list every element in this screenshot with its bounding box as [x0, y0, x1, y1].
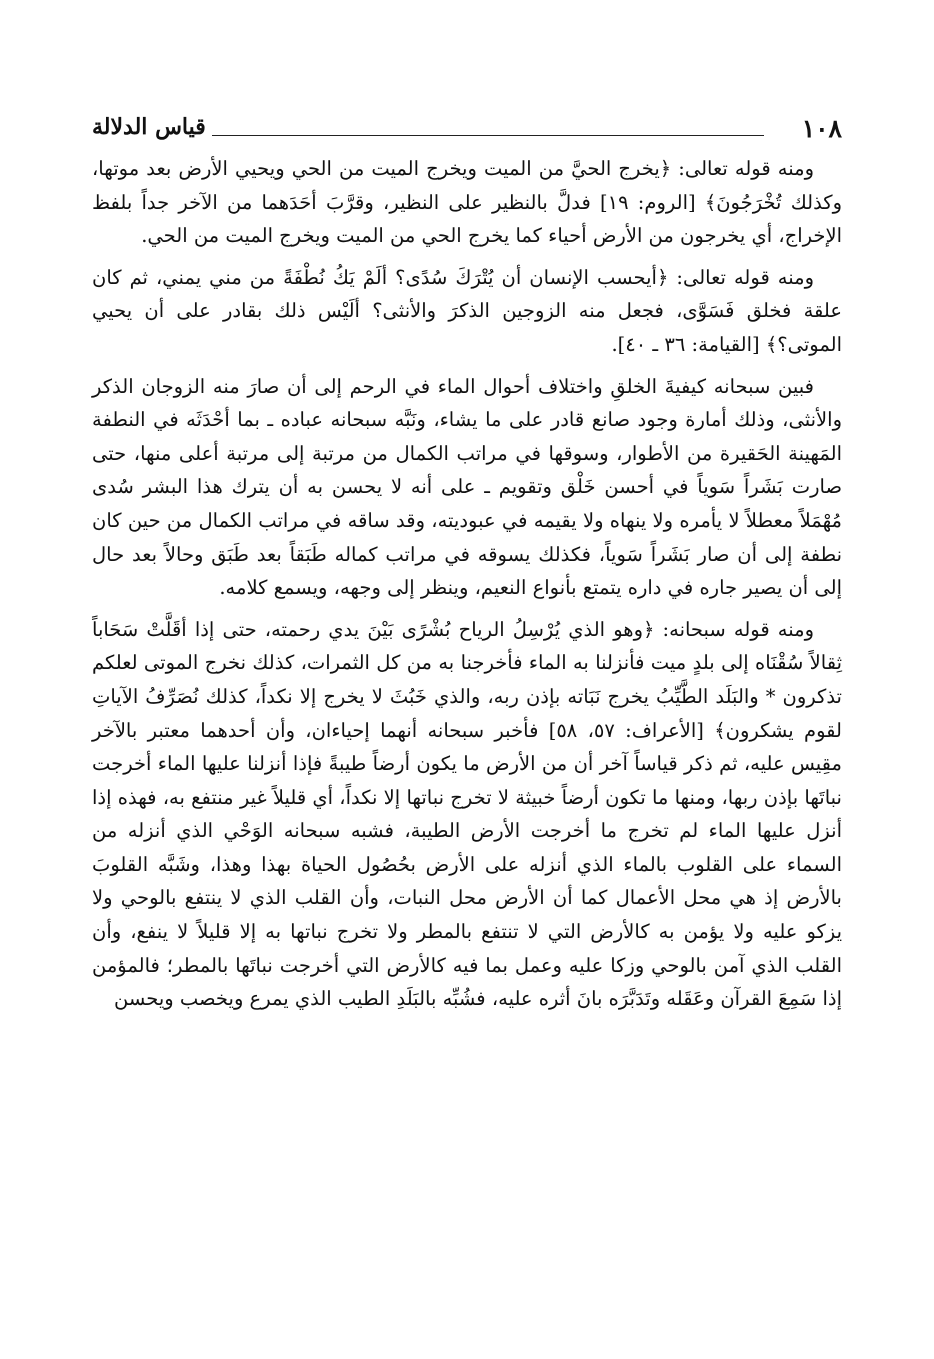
book-page: [92, 108, 842, 1024]
paragraph: ومنه قوله تعالى: ﴿أيحسب الإنسان أن يُتْرَكَ سُدًى؟ ألَمْ يَكُ نُطْفَةً من مني يمني، ثم كان علقة فخلق فَسَوَّى، فجعل منه الزوجين الذكرَ والأنثى؟ ألَيْس ذلك بقادر على أن يحيي الموتى؟﴾ [القيامة: ٣٦ ـ ٤٠].: [92, 265, 842, 356]
page-number: ١٠٨: [801, 114, 842, 143]
page-header: [92, 108, 842, 148]
header-rule: [212, 135, 764, 136]
paragraph: فبين سبحانه كيفيةَ الخلقِ واختلاف أحوال الماء في الرحم إلى أن صارَ منه الزوجان الذكر والأنثى، وذلك أمارة وجود صانع قادر على ما يشاء، ونَبَّه سبحانه عباده ـ بما أحْدَثَه في النطفة المَهينة الحَقيرة من الأطوار، وسوقها في مراتب الكمال من مرتبة إلى مرتبة أعلى منها، حتى صارت بَشَراً سَوياً في أحسن خَلْق وتقويم ـ على أنه لا يحسن به أن يترك هذا البشر سُدى مُهْمَلاً معطلاً لا يأمره ولا ينهاه ولا يقيمه في عبوديته، وقد ساقه في مراتب الكمال من حين كان نطفة إلى أن صار بَشَراً سَوياً، فكذلك يسوقه في مراتب كماله طَبَقاً بعد طَبَق وحالاً بعد حال إلى أن يصير جاره في داره يتمتع بأنواع النعيم، وينظر إلى وجهه، ويسمع كلامه.: [92, 374, 842, 600]
running-title: قياس الدلالة: [92, 114, 206, 140]
paragraph: ومنه قوله سبحانه: ﴿وهو الذي يُرْسِلُ الرياح بُشْرًى بَيْنَ يدي رحمته، حتى إذا أقَلَّتْ سَحَاباً ثِقالاً سُقْنَاه إلى بلدٍ ميت فأنزلنا به الماء فأخرجنا به من كل الثمرات، كذلك نخرج الموتى لعلكم تذكرون * والبَلَد الطَّيِّبُ يخرج نَبَاته بإذن ربه، والذي خَبُثَ لا يخرج إلا نكداً، كذلك نُصَرِّفُ الآياتِ لقوم يشكرون﴾ [الأعراف: ٥٧، ٥٨] فأخبر سبحانه أنهما إحياءان، وأن أحدهما معتبر بالآخر مقِيس عليه، ثم ذكر قياساً آخر أن من الأرض ما يكون أرضاً طيبةً فإذا أنزلنا عليها الماء أخرجت نباتَها بإذن ربها، ومنها ما تكون أرضاً خبيثة لا تخرج نباتها إلا نكداً، أي قليلاً غير منتفع به، فهذه إذا أنزل عليها الماء لم تخرج ما أخرجت الأرض الطيبة، فشبه سبحانه الوَحْي الذي أنزله من السماء على القلوب بالماء الذي أنزله على الأرض بحُصُول الحياة بهذا وهذا، وشَبَّه القلوبَ بالأرض إذ هي محل الأعمال كما أن الأرض محل النبات، وأن القلب الذي لا ينتفع بالوحي ولا يزكو عليه ولا يؤمن به كالأرض التي لا تنتفع بالمطر ولا تخرج نباتها به إلا قليلاً لا ينفع، وأن القلب الذي آمن بالوحي وزكا عليه وعمل بما فيه كالأرض التي أخرجت نباتَها بالمطر؛ فالمؤمن إذا سَمِعَ القرآن وعَقَله وتَدَبَّرَه بانَ أثره عليه، فشُبِّه بالبَلَدِ الطيب الذي يمرع ويخصب ويحسن: [92, 617, 842, 1011]
paragraph: ومنه قوله تعالى: ﴿يخرج الحيَّ من الميت ويخرج الميت من الحي ويحيي الأرض بعد موتها، وكذلك تُخْرَجُونَ﴾ [الروم: ١٩] فدلَّ بالنظير على النظير، وقرَّبَ أحَدَهما من الآخر جداً بلفظ الإخراج، أي يخرجون من الأرض أحياء كما يخرج الحي من الميت ويخرج الميت من الحي.: [92, 157, 843, 248]
body-text: [92, 152, 842, 1016]
